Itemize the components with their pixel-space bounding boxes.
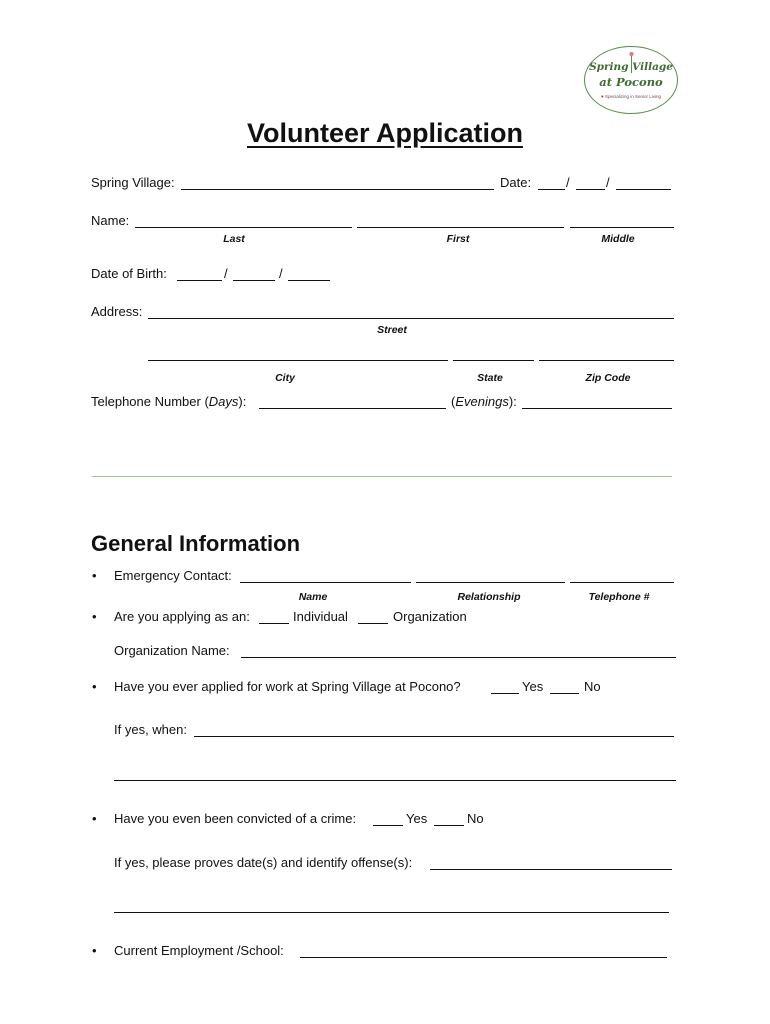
individual-option: Individual xyxy=(293,609,348,624)
telephone-label xyxy=(91,394,246,410)
applied-no-option: No xyxy=(584,679,601,694)
telephone-evenings-field[interactable] xyxy=(522,408,672,409)
page-title: Volunteer Application xyxy=(246,118,523,148)
emergency-telephone-field[interactable] xyxy=(570,582,674,583)
last-name-field[interactable] xyxy=(135,227,352,228)
last-caption: Last xyxy=(223,233,245,245)
dob-day-field[interactable] xyxy=(233,280,275,281)
convicted-no-field[interactable] xyxy=(434,825,464,826)
bullet: • xyxy=(92,609,97,624)
first-name-field[interactable] xyxy=(357,227,564,228)
state-field[interactable] xyxy=(453,360,534,361)
emergency-telephone-caption: Telephone # xyxy=(588,591,650,603)
first-caption: First xyxy=(446,233,470,245)
spring-village-label: Spring Village: xyxy=(91,175,175,190)
zip-caption: Zip Code xyxy=(585,372,631,384)
emergency-name-caption: Name xyxy=(298,591,328,603)
organization-name-field[interactable] xyxy=(241,657,676,658)
general-information-heading: General Information xyxy=(91,531,301,556)
organization-option: Organization xyxy=(393,609,467,624)
dob-separator-1: / xyxy=(224,266,228,281)
date-separator-2: / xyxy=(606,175,610,190)
offense-field-2[interactable] xyxy=(114,912,669,913)
individual-field[interactable] xyxy=(259,623,289,624)
emergency-relationship-caption: Relationship xyxy=(457,591,521,603)
applied-yes-option: Yes xyxy=(522,679,544,694)
city-field[interactable] xyxy=(148,360,448,361)
city-caption: City xyxy=(275,372,295,384)
convicted-yes-option: Yes xyxy=(406,811,428,826)
spring-village-field[interactable] xyxy=(181,189,494,190)
employment-field[interactable] xyxy=(300,957,667,958)
emergency-relationship-field[interactable] xyxy=(416,582,565,583)
zip-field[interactable] xyxy=(539,360,674,361)
telephone-evenings: Evenings xyxy=(455,394,509,409)
street-caption: Street xyxy=(377,324,407,336)
section-divider xyxy=(92,476,672,477)
emergency-name-field[interactable] xyxy=(240,582,411,583)
convicted-no-option: No xyxy=(467,811,484,826)
convicted-label: Have you even been convicted of a crime: xyxy=(114,811,357,826)
date-month-field[interactable] xyxy=(538,189,565,190)
date-year-field[interactable] xyxy=(616,189,671,190)
evenings-label xyxy=(451,394,517,410)
applying-as-label: Are you applying as an: xyxy=(114,609,250,624)
state-caption: State xyxy=(477,372,503,384)
emergency-contact-label: Emergency Contact: xyxy=(114,568,232,583)
bullet: • xyxy=(92,943,97,958)
convicted-yes-field[interactable] xyxy=(373,825,403,826)
logo-line-2: at Pocono xyxy=(599,75,663,89)
date-label: Date: xyxy=(500,175,532,190)
applied-yes-field[interactable] xyxy=(491,693,519,694)
date-day-field[interactable] xyxy=(576,189,605,190)
telephone-days: Days xyxy=(208,394,239,409)
date-separator-1: / xyxy=(566,175,570,190)
evenings-close: ): xyxy=(508,394,517,409)
organization-field[interactable] xyxy=(358,623,388,624)
bullet: • xyxy=(92,568,97,583)
offense-field[interactable] xyxy=(430,869,672,870)
logo-line-1: Spring Village xyxy=(589,61,673,73)
dob-separator-2: / xyxy=(279,266,283,281)
if-yes-when-field-2[interactable] xyxy=(114,780,676,781)
middle-name-field[interactable] xyxy=(570,227,674,228)
dob-year-field[interactable] xyxy=(288,280,330,281)
telephone-label-suffix: ): xyxy=(238,394,247,409)
employment-label: Current Employment /School: xyxy=(114,943,284,958)
dob-month-field[interactable] xyxy=(177,280,222,281)
telephone-label-prefix: Telephone Number ( xyxy=(91,394,209,409)
dob-label: Date of Birth: xyxy=(91,266,167,281)
if-yes-when-field[interactable] xyxy=(194,736,674,737)
offense-label: If yes, please proves date(s) and identify offense(s): xyxy=(114,855,413,870)
bullet: • xyxy=(92,679,97,694)
evenings-open: ( xyxy=(451,394,456,409)
organization-name-label: Organization Name: xyxy=(114,643,230,658)
applied-before-label: Have you ever applied for work at Spring Village at Pocono? xyxy=(114,679,461,694)
middle-caption: Middle xyxy=(601,233,635,245)
spring-village-logo xyxy=(584,46,678,114)
address-label: Address: xyxy=(91,304,143,319)
telephone-days-field[interactable] xyxy=(259,408,446,409)
name-label: Name: xyxy=(91,213,130,228)
street-field[interactable] xyxy=(148,318,674,319)
applied-no-field[interactable] xyxy=(550,693,579,694)
bullet: • xyxy=(92,811,97,826)
logo-tagline: ♥ Specializing in Senior Living xyxy=(601,94,661,99)
if-yes-when-label: If yes, when: xyxy=(114,722,187,737)
